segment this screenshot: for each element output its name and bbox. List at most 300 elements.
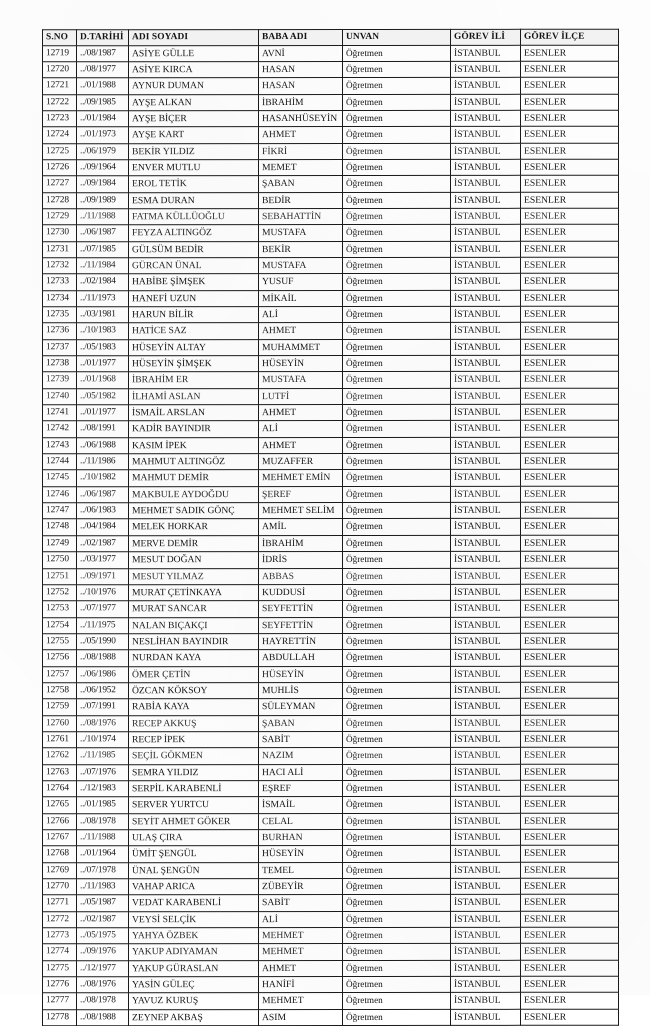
- cell-unvan: Öğretmen: [343, 519, 451, 535]
- cell-tarih: ../06/1987: [77, 225, 129, 241]
- cell-unvan: Öğretmen: [343, 208, 451, 224]
- cell-baba: ABBAS: [259, 568, 343, 584]
- table-row: [43, 519, 619, 536]
- cell-sno: 12756: [43, 650, 77, 666]
- cell-baba: BURHAN: [259, 829, 343, 845]
- table-row: [43, 829, 619, 846]
- cell-sno: 12755: [43, 634, 77, 650]
- cell-tarih: ../08/1976: [77, 977, 129, 993]
- table-header: [43, 29, 619, 45]
- cell-il: İSTANBUL: [451, 960, 521, 976]
- cell-tarih: ../09/1984: [77, 176, 129, 192]
- cell-il: İSTANBUL: [451, 127, 521, 143]
- cell-tarih: ../05/1983: [77, 339, 129, 355]
- cell-tarih: ../05/1990: [77, 634, 129, 650]
- cell-baba: HAYRETTİN: [259, 633, 343, 649]
- table-row: [43, 486, 619, 503]
- cell-ilce: ESENLER: [521, 437, 619, 453]
- table-row: [43, 976, 619, 993]
- table-row: [43, 257, 619, 274]
- cell-il: İSTANBUL: [451, 568, 521, 584]
- cell-sno: 12724: [43, 127, 77, 143]
- cell-tarih: ../07/1991: [77, 699, 129, 715]
- cell-tarih: ../01/1988: [77, 78, 129, 94]
- cell-unvan: Öğretmen: [343, 61, 451, 77]
- cell-il: İSTANBUL: [451, 323, 521, 339]
- cell-ilce: ESENLER: [521, 77, 619, 93]
- cell-il: İSTANBUL: [451, 437, 521, 453]
- cell-ilce: ESENLER: [521, 960, 619, 976]
- cell-il: İSTANBUL: [451, 715, 521, 731]
- column-header-ilce: GÖREV İLÇE: [521, 29, 619, 45]
- cell-ilce: ESENLER: [521, 895, 619, 911]
- table-row: [43, 77, 619, 94]
- cell-tarih: ../01/1973: [77, 127, 129, 143]
- cell-ilce: ESENLER: [521, 927, 619, 943]
- cell-ad: AYŞE KART: [129, 127, 259, 143]
- cell-unvan: Öğretmen: [343, 895, 451, 911]
- cell-unvan: Öğretmen: [343, 617, 451, 633]
- cell-unvan: Öğretmen: [343, 911, 451, 927]
- cell-ad: ÖMER ÇETİN: [129, 666, 259, 682]
- cell-il: İSTANBUL: [451, 77, 521, 93]
- cell-ilce: ESENLER: [521, 453, 619, 469]
- cell-il: İSTANBUL: [451, 600, 521, 616]
- cell-tarih: ../10/1974: [77, 732, 129, 748]
- cell-ad: EROL TETİK: [129, 176, 259, 192]
- cell-sno: 12775: [43, 961, 77, 977]
- cell-ilce: ESENLER: [521, 715, 619, 731]
- cell-tarih: ../03/1981: [77, 307, 129, 323]
- cell-il: İSTANBUL: [451, 290, 521, 306]
- cell-il: İSTANBUL: [451, 1009, 521, 1025]
- cell-ilce: ESENLER: [521, 470, 619, 486]
- cell-sno: 12729: [43, 209, 77, 225]
- cell-unvan: Öğretmen: [343, 764, 451, 780]
- cell-sno: 12778: [43, 1010, 77, 1026]
- cell-sno: 12745: [43, 470, 77, 486]
- cell-tarih: ../06/1979: [77, 143, 129, 159]
- table-row: [43, 192, 619, 209]
- table-row: [43, 993, 619, 1010]
- cell-tarih: ../01/1984: [77, 111, 129, 127]
- cell-ilce: ESENLER: [521, 94, 619, 110]
- cell-baba: HÜSEYİN: [259, 356, 343, 372]
- cell-baba: AHMET: [259, 405, 343, 421]
- cell-unvan: Öğretmen: [343, 944, 451, 960]
- cell-ilce: ESENLER: [521, 633, 619, 649]
- cell-baba: HACI ALİ: [259, 764, 343, 780]
- cell-tarih: ../08/1976: [77, 715, 129, 731]
- cell-ilce: ESENLER: [521, 731, 619, 747]
- cell-ad: ÖZCAN KÖKSOY: [129, 682, 259, 698]
- cell-unvan: Öğretmen: [343, 601, 451, 617]
- cell-sno: 12741: [43, 405, 77, 421]
- cell-ad: AYŞE ALKAN: [129, 94, 259, 110]
- cell-baba: EŞREF: [259, 780, 343, 796]
- cell-il: İSTANBUL: [451, 110, 521, 126]
- cell-ilce: ESENLER: [521, 666, 619, 682]
- cell-ilce: ESENLER: [521, 355, 619, 371]
- cell-baba: BEKİR: [259, 241, 343, 257]
- cell-sno: 12761: [43, 732, 77, 748]
- cell-unvan: Öğretmen: [343, 470, 451, 486]
- cell-ad: AYNUR DUMAN: [129, 78, 259, 94]
- cell-unvan: Öğretmen: [343, 274, 451, 290]
- cell-sno: 12732: [43, 258, 77, 274]
- personnel-table: [42, 29, 619, 1026]
- table-row: [43, 813, 619, 830]
- cell-ad: ENVER MUTLU: [129, 159, 259, 175]
- cell-baba: AHMET: [259, 437, 343, 453]
- table-header-row: [43, 29, 619, 45]
- cell-tarih: ../12/1977: [77, 960, 129, 976]
- cell-ilce: ESENLER: [521, 290, 619, 306]
- column-header-ad: ADI SOYADI: [129, 30, 259, 46]
- cell-tarih: ../12/1983: [77, 781, 129, 797]
- cell-il: İSTANBUL: [451, 61, 521, 77]
- cell-ad: GÜRCAN ÜNAL: [129, 258, 259, 274]
- cell-baba: AMİL: [259, 519, 343, 535]
- table-row: [43, 306, 619, 323]
- cell-baba: YUSUF: [259, 274, 343, 290]
- cell-sno: 12758: [43, 683, 77, 699]
- cell-ad: MAHMUT ALTINGÖZ: [129, 454, 259, 470]
- cell-tarih: ../01/1964: [77, 846, 129, 862]
- cell-tarih: ../09/1964: [77, 160, 129, 176]
- cell-unvan: Öğretmen: [343, 748, 451, 764]
- cell-unvan: Öğretmen: [343, 976, 451, 992]
- column-header-unvan: UNVAN: [343, 29, 451, 45]
- table-body: [43, 45, 619, 1026]
- table-row: [43, 437, 619, 454]
- cell-baba: ZÜBEYİR: [259, 879, 343, 895]
- cell-ad: SEYİT AHMET GÖKER: [129, 813, 259, 829]
- cell-il: İSTANBUL: [451, 274, 521, 290]
- cell-ilce: ESENLER: [521, 649, 619, 665]
- cell-ilce: ESENLER: [521, 257, 619, 273]
- cell-baba: SABİT: [259, 731, 343, 747]
- cell-unvan: Öğretmen: [343, 241, 451, 257]
- table-row: [43, 698, 619, 715]
- table-row: [43, 372, 619, 389]
- cell-baba: MUSTAFA: [259, 372, 343, 388]
- cell-tarih: ../08/1977: [77, 62, 129, 78]
- cell-baba: AVNİ: [259, 45, 343, 61]
- cell-il: İSTANBUL: [451, 862, 521, 878]
- cell-sno: 12748: [43, 519, 77, 535]
- cell-tarih: ../08/1988: [77, 650, 129, 666]
- cell-ad: MURAT SANCAR: [129, 601, 259, 617]
- cell-unvan: Öğretmen: [343, 650, 451, 666]
- cell-sno: 12738: [43, 356, 77, 372]
- cell-tarih: ../06/1983: [77, 503, 129, 519]
- cell-tarih: ../05/1987: [77, 895, 129, 911]
- cell-tarih: ../10/1982: [77, 470, 129, 486]
- cell-ilce: ESENLER: [521, 698, 619, 714]
- column-header-il: GÖREV İLİ: [451, 29, 521, 45]
- cell-unvan: Öğretmen: [343, 552, 451, 568]
- cell-unvan: Öğretmen: [343, 143, 451, 159]
- cell-tarih: ../07/1977: [77, 601, 129, 617]
- cell-ilce: ESENLER: [521, 274, 619, 290]
- cell-il: İSTANBUL: [451, 143, 521, 159]
- cell-sno: 12765: [43, 797, 77, 813]
- table-row: [43, 94, 619, 111]
- cell-ad: NALAN BIÇAKÇI: [129, 617, 259, 633]
- cell-ilce: ESENLER: [521, 747, 619, 763]
- cell-tarih: ../02/1984: [77, 274, 129, 290]
- cell-ilce: ESENLER: [521, 797, 619, 813]
- cell-baba: HÜSEYİN: [259, 846, 343, 862]
- cell-ad: HARUN BİLİR: [129, 307, 259, 323]
- cell-ad: FATMA KÜLLÜOĞLU: [129, 209, 259, 225]
- cell-tarih: ../11/1973: [77, 290, 129, 306]
- cell-ilce: ESENLER: [521, 911, 619, 927]
- cell-sno: 12733: [43, 274, 77, 290]
- cell-tarih: ../06/1986: [77, 666, 129, 682]
- cell-unvan: Öğretmen: [343, 372, 451, 388]
- table-row: [43, 927, 619, 944]
- cell-ad: YAVUZ KURUŞ: [129, 993, 259, 1009]
- cell-sno: 12750: [43, 552, 77, 568]
- cell-ad: MERVE DEMİR: [129, 535, 259, 551]
- cell-il: İSTANBUL: [451, 339, 521, 355]
- cell-il: İSTANBUL: [451, 241, 521, 257]
- table-row: [43, 551, 619, 568]
- cell-tarih: ../01/1977: [77, 405, 129, 421]
- cell-il: İSTANBUL: [451, 650, 521, 666]
- cell-baba: SABİT: [259, 895, 343, 911]
- cell-sno: 12753: [43, 601, 77, 617]
- cell-il: İSTANBUL: [451, 208, 521, 224]
- cell-il: İSTANBUL: [451, 159, 521, 175]
- cell-il: İSTANBUL: [451, 306, 521, 322]
- table-row: [43, 126, 619, 143]
- cell-tarih: ../06/1988: [77, 437, 129, 453]
- cell-unvan: Öğretmen: [343, 45, 451, 61]
- cell-unvan: Öğretmen: [343, 192, 451, 208]
- cell-ilce: ESENLER: [521, 45, 619, 61]
- table-row: [43, 895, 619, 912]
- cell-il: İSTANBUL: [451, 731, 521, 747]
- cell-ad: MEHMET SADIK GÖNÇ: [129, 503, 259, 519]
- cell-tarih: ../11/1986: [77, 454, 129, 470]
- table-row: [43, 224, 619, 241]
- cell-sno: 12746: [43, 487, 77, 503]
- cell-baba: ŞABAN: [259, 176, 343, 192]
- cell-baba: AHMET: [259, 323, 343, 339]
- cell-tarih: ../06/1987: [77, 486, 129, 502]
- cell-ilce: ESENLER: [521, 502, 619, 518]
- cell-sno: 12726: [43, 160, 77, 176]
- cell-ad: NESLİHAN BAYINDIR: [129, 633, 259, 649]
- cell-ad: YAKUP GÜRASLAN: [129, 960, 259, 976]
- cell-unvan: Öğretmen: [343, 666, 451, 682]
- cell-sno: 12722: [43, 94, 77, 110]
- cell-ad: AYŞE BİÇER: [129, 110, 259, 126]
- cell-il: İSTANBUL: [451, 813, 521, 829]
- cell-sno: 12776: [43, 977, 77, 993]
- cell-sno: 12720: [43, 62, 77, 78]
- table-row: [43, 241, 619, 258]
- cell-baba: HANİFİ: [259, 977, 343, 993]
- cell-il: İSTANBUL: [451, 502, 521, 518]
- cell-tarih: ../08/1988: [77, 1009, 129, 1025]
- cell-baba: HÜSEYİN: [259, 666, 343, 682]
- table-row: [43, 339, 619, 356]
- cell-ad: KADİR BAYINDIR: [129, 421, 259, 437]
- cell-ilce: ESENLER: [521, 404, 619, 420]
- cell-ilce: ESENLER: [521, 551, 619, 567]
- cell-baba: MEMET: [259, 159, 343, 175]
- cell-baba: MEHMET SELİM: [259, 503, 343, 519]
- cell-unvan: Öğretmen: [343, 780, 451, 796]
- cell-sno: 12721: [43, 78, 77, 94]
- cell-unvan: Öğretmen: [343, 323, 451, 339]
- cell-il: İSTANBUL: [451, 45, 521, 61]
- cell-il: İSTANBUL: [451, 584, 521, 600]
- cell-il: İSTANBUL: [451, 94, 521, 110]
- cell-unvan: Öğretmen: [343, 584, 451, 600]
- cell-baba: FİKRİ: [259, 143, 343, 159]
- cell-tarih: ../01/1968: [77, 372, 129, 388]
- cell-baba: SEBAHATTİN: [259, 208, 343, 224]
- table-row: [43, 159, 619, 176]
- cell-baba: ŞABAN: [259, 715, 343, 731]
- cell-il: İSTANBUL: [451, 535, 521, 551]
- cell-ilce: ESENLER: [521, 159, 619, 175]
- cell-il: İSTANBUL: [451, 944, 521, 960]
- table-row: [43, 323, 619, 340]
- cell-unvan: Öğretmen: [343, 257, 451, 273]
- cell-ad: RECEP İPEK: [129, 732, 259, 748]
- cell-ilce: ESENLER: [521, 682, 619, 698]
- cell-ilce: ESENLER: [521, 339, 619, 355]
- table-row: [43, 274, 619, 291]
- cell-sno: 12752: [43, 585, 77, 601]
- cell-il: İSTANBUL: [451, 699, 521, 715]
- table-row: [43, 780, 619, 797]
- table-row: [43, 649, 619, 666]
- cell-ad: ASİYE GÜLLE: [129, 45, 259, 61]
- cell-ad: VEDAT KARABENLİ: [129, 895, 259, 911]
- cell-ilce: ESENLER: [521, 568, 619, 584]
- cell-il: İSTANBUL: [451, 895, 521, 911]
- cell-ilce: ESENLER: [521, 944, 619, 960]
- cell-unvan: Öğretmen: [343, 862, 451, 878]
- cell-ilce: ESENLER: [521, 306, 619, 322]
- cell-unvan: Öğretmen: [343, 437, 451, 453]
- cell-sno: 12725: [43, 143, 77, 159]
- cell-ad: YAHYA ÖZBEK: [129, 928, 259, 944]
- cell-baba: ALİ: [259, 911, 343, 927]
- cell-baba: MUSTAFA: [259, 225, 343, 241]
- column-header-sno: S.NO: [43, 30, 77, 46]
- cell-il: İSTANBUL: [451, 927, 521, 943]
- cell-ad: İSMAİL ARSLAN: [129, 405, 259, 421]
- table-row: [43, 502, 619, 519]
- cell-unvan: Öğretmen: [343, 813, 451, 829]
- table-row: [43, 175, 619, 192]
- cell-ilce: ESENLER: [521, 617, 619, 633]
- cell-ad: ÜMİT ŞENGÜL: [129, 846, 259, 862]
- cell-unvan: Öğretmen: [343, 94, 451, 110]
- cell-ad: İLHAMİ ASLAN: [129, 388, 259, 404]
- cell-il: İSTANBUL: [451, 388, 521, 404]
- cell-ad: MAKBULE AYDOĞDU: [129, 486, 259, 502]
- column-header-tarih: D.TARİHİ: [77, 30, 129, 46]
- table-row: [43, 878, 619, 895]
- cell-tarih: ../05/1982: [77, 388, 129, 404]
- cell-tarih: ../08/1978: [77, 993, 129, 1009]
- cell-sno: 12760: [43, 715, 77, 731]
- cell-sno: 12777: [43, 993, 77, 1009]
- cell-unvan: Öğretmen: [343, 306, 451, 322]
- cell-sno: 12771: [43, 895, 77, 911]
- cell-ad: MESUT YILMAZ: [129, 568, 259, 584]
- cell-sno: 12743: [43, 438, 77, 454]
- cell-ad: SEÇİL GÖKMEN: [129, 748, 259, 764]
- cell-baba: İDRİS: [259, 552, 343, 568]
- cell-sno: 12742: [43, 421, 77, 437]
- cell-ad: YASİN GÜLEÇ: [129, 977, 259, 993]
- cell-sno: 12735: [43, 307, 77, 323]
- cell-unvan: Öğretmen: [343, 502, 451, 518]
- cell-unvan: Öğretmen: [343, 404, 451, 420]
- cell-ilce: ESENLER: [521, 862, 619, 878]
- cell-il: İSTANBUL: [451, 846, 521, 862]
- table-row: [43, 388, 619, 405]
- cell-il: İSTANBUL: [451, 993, 521, 1009]
- cell-baba: ŞEREF: [259, 486, 343, 502]
- cell-baba: BEDİR: [259, 192, 343, 208]
- cell-ad: ZEYNEP AKBAŞ: [129, 1009, 259, 1025]
- cell-tarih: ../08/1991: [77, 421, 129, 437]
- cell-tarih: ../01/1985: [77, 797, 129, 813]
- cell-sno: 12763: [43, 764, 77, 780]
- cell-unvan: Öğretmen: [343, 568, 451, 584]
- cell-il: İSTANBUL: [451, 797, 521, 813]
- cell-tarih: ../01/1977: [77, 356, 129, 372]
- cell-ilce: ESENLER: [521, 846, 619, 862]
- cell-il: İSTANBUL: [451, 192, 521, 208]
- cell-ad: RABİA KAYA: [129, 699, 259, 715]
- table-row: [43, 600, 619, 617]
- cell-unvan: Öğretmen: [343, 699, 451, 715]
- cell-ilce: ESENLER: [521, 323, 619, 339]
- cell-baba: ALİ: [259, 421, 343, 437]
- table-row: [43, 535, 619, 552]
- table-row: [43, 764, 619, 781]
- cell-ilce: ESENLER: [521, 993, 619, 1009]
- table-row: [43, 911, 619, 928]
- cell-baba: MUHLİS: [259, 682, 343, 698]
- cell-sno: 12774: [43, 944, 77, 960]
- cell-baba: MUHAMMET: [259, 339, 343, 355]
- cell-tarih: ../02/1987: [77, 536, 129, 552]
- cell-ad: MESUT DOĞAN: [129, 552, 259, 568]
- cell-baba: CELAL: [259, 813, 343, 829]
- cell-sno: 12759: [43, 699, 77, 715]
- cell-il: İSTANBUL: [451, 976, 521, 992]
- cell-ad: HANEFİ UZUN: [129, 290, 259, 306]
- cell-tarih: ../11/1983: [77, 879, 129, 895]
- cell-baba: İSMAİL: [259, 797, 343, 813]
- cell-ad: HABİBE ŞİMŞEK: [129, 274, 259, 290]
- cell-ad: VEYSİ SELÇİK: [129, 911, 259, 927]
- cell-sno: 12727: [43, 176, 77, 192]
